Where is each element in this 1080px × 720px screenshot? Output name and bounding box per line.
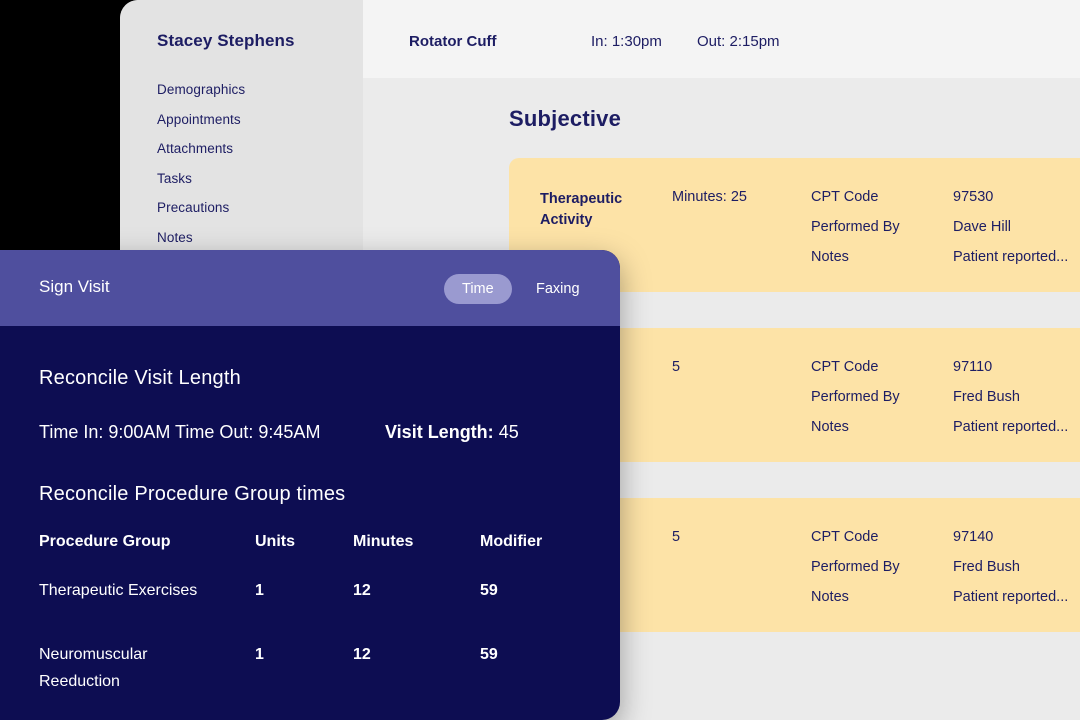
sidebar-item-demographics[interactable]: Demographics	[157, 82, 246, 97]
column-header-modifier: Modifier	[480, 533, 543, 550]
visit-time-range: Time In: 9:00AM Time Out: 9:45AM	[39, 422, 321, 442]
table-row[interactable]	[39, 641, 599, 705]
cpt-code-label: CPT Code	[811, 359, 879, 375]
visit-title: Rotator Cuff	[409, 33, 497, 50]
cell-modifier: 59	[480, 582, 498, 599]
sidebar-item-attachments[interactable]: Attachments	[157, 141, 234, 156]
cell-minutes: 12	[353, 582, 371, 599]
sidebar-nav	[157, 82, 347, 259]
page-title: Stacey Stephens	[157, 31, 295, 50]
cpt-code-value: 97140	[953, 529, 994, 545]
notes-value: Patient reported...	[953, 249, 1069, 265]
procedure-minutes: Minutes: 25	[672, 189, 747, 205]
modal-header	[0, 250, 620, 326]
notes-value: Patient reported...	[953, 419, 1069, 435]
cpt-code-label: CPT Code	[811, 529, 879, 545]
procedure-details	[811, 189, 1080, 279]
performed-by-label: Performed By	[811, 559, 900, 575]
table-row[interactable]	[39, 577, 599, 641]
modal-title: Sign Visit	[39, 277, 110, 296]
sidebar-item-notes[interactable]: Notes	[157, 229, 193, 245]
visit-length-label: Visit Length:	[385, 422, 494, 442]
procedure-group-table	[39, 533, 599, 705]
sidebar-item-tasks[interactable]: Tasks	[157, 170, 193, 186]
visit-length-value: 45	[498, 422, 519, 442]
visit-time-in: In: 1:30pm	[591, 33, 662, 50]
cell-procedure-group: Neuromuscular Reeduction	[39, 646, 148, 690]
section-title: Subjective	[509, 106, 622, 131]
cpt-code-value: 97530	[953, 189, 994, 205]
cpt-code-label: CPT Code	[811, 189, 879, 205]
procedure-name: Therapeutic Activity	[540, 191, 623, 228]
sign-visit-modal	[0, 250, 620, 720]
table-header-row	[39, 533, 599, 577]
performed-by-value: Fred Bush	[953, 559, 1020, 575]
sidebar-item-precautions[interactable]: Precautions	[157, 200, 230, 215]
procedure-details	[811, 529, 1080, 619]
notes-label: Notes	[811, 589, 849, 605]
procedure-details	[811, 359, 1080, 449]
performed-by-label: Performed By	[811, 219, 900, 235]
cell-units: 1	[255, 582, 264, 599]
column-header-minutes: Minutes	[353, 533, 414, 550]
procedure-minutes: 5	[672, 529, 681, 545]
notes-label: Notes	[811, 249, 849, 265]
notes-label: Notes	[811, 419, 849, 435]
sidebar-item-appointments[interactable]: Appointments	[157, 111, 241, 127]
cell-modifier: 59	[480, 646, 498, 663]
tab-faxing[interactable]: Faxing	[536, 281, 580, 297]
performed-by-value: Dave Hill	[953, 219, 1012, 235]
performed-by-label: Performed By	[811, 389, 900, 405]
column-header-units: Units	[255, 533, 295, 550]
cpt-code-value: 97110	[953, 359, 993, 375]
reconcile-group-heading: Reconcile Procedure Group times	[39, 483, 346, 505]
top-bar	[363, 0, 1080, 79]
procedure-minutes: 5	[672, 359, 681, 375]
visit-time-out: Out: 2:15pm	[697, 33, 780, 50]
notes-value: Patient reported...	[953, 589, 1069, 605]
column-header-procedure-group: Procedure Group	[39, 533, 171, 550]
reconcile-visit-heading: Reconcile Visit Length	[39, 367, 241, 389]
performed-by-value: Fred Bush	[953, 389, 1020, 405]
visit-length	[385, 422, 519, 443]
tab-time[interactable]: Time	[444, 274, 512, 304]
cell-minutes: 12	[353, 646, 371, 663]
cell-procedure-group: Therapeutic Exercises	[39, 582, 198, 599]
cell-units: 1	[255, 646, 264, 663]
